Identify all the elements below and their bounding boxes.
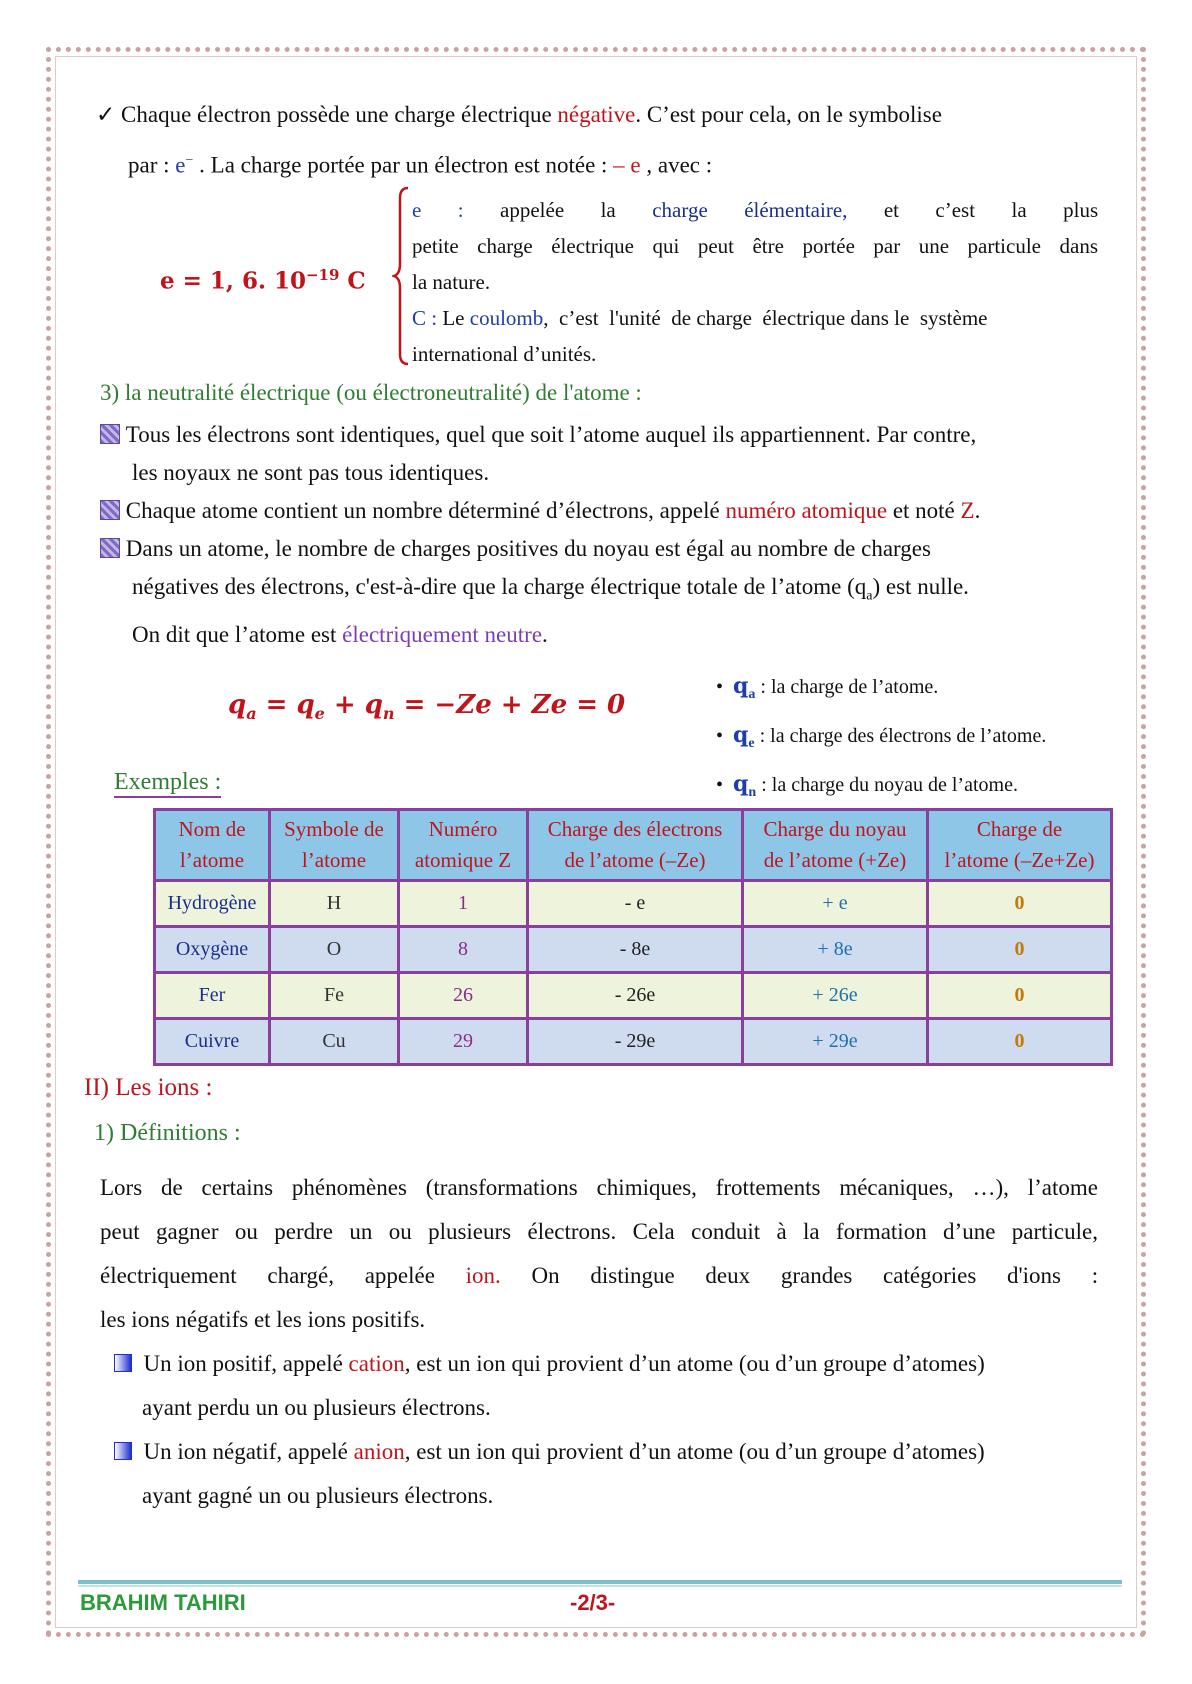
cell-nucleus-charge: + 29e bbox=[743, 1019, 928, 1065]
neutrality-point-1: Tous les électrons sont identiques, quel que soit l’atome auquel ils appartiennent. Par contre, les noyaux ne sont pas tous identiques. bbox=[100, 420, 1098, 488]
cell-electron-charge: - 26e bbox=[528, 973, 743, 1019]
square-bullet-icon bbox=[100, 424, 120, 444]
cell-z: 8 bbox=[399, 927, 528, 973]
cell-atom-charge: 0 bbox=[928, 927, 1112, 973]
examples-title: Exemples : bbox=[114, 768, 221, 798]
cell-z: 26 bbox=[399, 973, 528, 1019]
footer-page-number: -2/3- bbox=[570, 1590, 616, 1615]
cell-symbol: Fe bbox=[270, 973, 399, 1019]
cell-name: Oxygène bbox=[155, 927, 270, 973]
square-bullet-icon bbox=[114, 1354, 132, 1372]
neutrality-point-3: Dans un atome, le nombre de charges positives du noyau est égal au nombre de charges négatives des électrons, c'est-à-dire que la charge électrique totale de l’atome $(q_a)$ est nulle. On dit que l’atome est électriquement neutre. bbox=[100, 534, 1098, 650]
legend-item: • $q_n$ : la charge du noyau de l’atome. bbox=[716, 771, 1018, 800]
neutrality-equation: $q_a = q_e + q_n = -Ze + Ze = 0$ bbox=[228, 690, 626, 724]
table-row bbox=[155, 1019, 1112, 1065]
definitions-subtitle: 1) Définitions : bbox=[94, 1120, 241, 1146]
curly-brace bbox=[392, 186, 410, 366]
square-bullet-icon bbox=[100, 538, 120, 558]
legend-item: • $q_a$ : la charge de l’atome. bbox=[716, 673, 939, 702]
cell-symbol: O bbox=[270, 927, 399, 973]
cell-electron-charge: - 8e bbox=[528, 927, 743, 973]
table-row bbox=[155, 927, 1112, 973]
c-definition-line-1: C : Le coulomb, c’est l'unité de charge électrique dans le système bbox=[412, 306, 988, 330]
footer-divider-shadow bbox=[78, 1585, 1122, 1587]
cell-name: Fer bbox=[155, 973, 270, 1019]
header-atom-charge: Charge de l’atome (–Ze+Ze) bbox=[928, 810, 1112, 881]
charge-legend bbox=[716, 666, 1046, 813]
header-nucleus-charge: Charge du noyau de l’atome (+Ze) bbox=[743, 810, 928, 881]
ions-paragraph: Lors de certains phénomènes (transformations chimiques, frottements mécaniques, …), l’atome peut gagner ou perdre un ou plusieurs électrons. Cela conduit à la formation d’une particule, électriquement chargé, appelée ion. On distingue deux grandes catégories d'ions : les ions négatifs et les ions positifs. bbox=[100, 1175, 1099, 1332]
cell-symbol: H bbox=[270, 881, 399, 927]
e-definition-line-2: petite charge électrique qui peut être portée par une particule dans bbox=[412, 234, 1098, 258]
legend-item: • $q_e$ : la charge des électrons de l’atome. bbox=[716, 722, 1047, 751]
cell-electron-charge: - e bbox=[528, 881, 743, 927]
table-row bbox=[155, 881, 1112, 927]
cell-nucleus-charge: + 26e bbox=[743, 973, 928, 1019]
cell-electron-charge: - 29e bbox=[528, 1019, 743, 1065]
cell-name: Cuivre bbox=[155, 1019, 270, 1065]
section-ions-title: II) Les ions : bbox=[84, 1074, 213, 1101]
neutrality-point-2: Chaque atome contient un nombre déterminé d’électrons, appelé numéro atomique et noté Z. bbox=[100, 496, 1098, 526]
table-header-row bbox=[155, 810, 1112, 881]
footer-author: BRAHIM TAHIRI bbox=[80, 1590, 246, 1615]
header-electron-charge: Charge des électrons de l’atome (–Ze) bbox=[528, 810, 743, 881]
section-3-title: 3) la neutralité électrique (ou électroneutralité) de l'atome : bbox=[100, 380, 642, 405]
cell-name: Hydrogène bbox=[155, 881, 270, 927]
table-row bbox=[155, 973, 1112, 1019]
check-icon: ✓ bbox=[96, 102, 116, 127]
header-z: Numéro atomique Z bbox=[399, 810, 528, 881]
cell-symbol: Cu bbox=[270, 1019, 399, 1065]
elementary-description bbox=[412, 192, 1098, 372]
header-name: Nom de l’atome bbox=[155, 810, 270, 881]
cell-nucleus-charge: + e bbox=[743, 881, 928, 927]
cell-nucleus-charge: + 8e bbox=[743, 927, 928, 973]
intro-line-1: ✓ Chaque électron possède une charge électrique négative. C’est pour cela, on le symbolise bbox=[96, 102, 942, 127]
elementary-charge-formula: e = 1, 6. $10^{-19}$ C bbox=[160, 266, 366, 295]
c-definition-line-2: international d’unités. bbox=[412, 342, 597, 366]
cell-atom-charge: 0 bbox=[928, 1019, 1112, 1065]
cell-atom-charge: 0 bbox=[928, 881, 1112, 927]
e-definition-line-3: la nature. bbox=[412, 270, 491, 294]
cell-z: 29 bbox=[399, 1019, 528, 1065]
examples-table bbox=[153, 808, 1113, 1066]
cation-definition: Un ion positif, appelé cation, est un ion qui provient d’un atome (ou d’un groupe d’atomes) ayant perdu un ou plusieurs électrons. bbox=[114, 1342, 1098, 1430]
square-bullet-icon bbox=[100, 500, 120, 520]
cell-z: 1 bbox=[399, 881, 528, 927]
cell-atom-charge: 0 bbox=[928, 973, 1112, 1019]
anion-definition: Un ion négatif, appelé anion, est un ion qui provient d’un atome (ou d’un groupe d’atomes) ayant gagné un ou plusieurs électrons. bbox=[114, 1430, 1098, 1518]
e-definition-line-1: e : appelée la charge élémentaire, et c’est la plus bbox=[412, 198, 1099, 222]
header-symbol: Symbole de l’atome bbox=[270, 810, 399, 881]
footer-divider bbox=[78, 1580, 1122, 1584]
square-bullet-icon bbox=[114, 1442, 132, 1460]
intro-line-2: par : e− . La charge portée par un électron est notée : – e , avec : bbox=[128, 152, 713, 178]
